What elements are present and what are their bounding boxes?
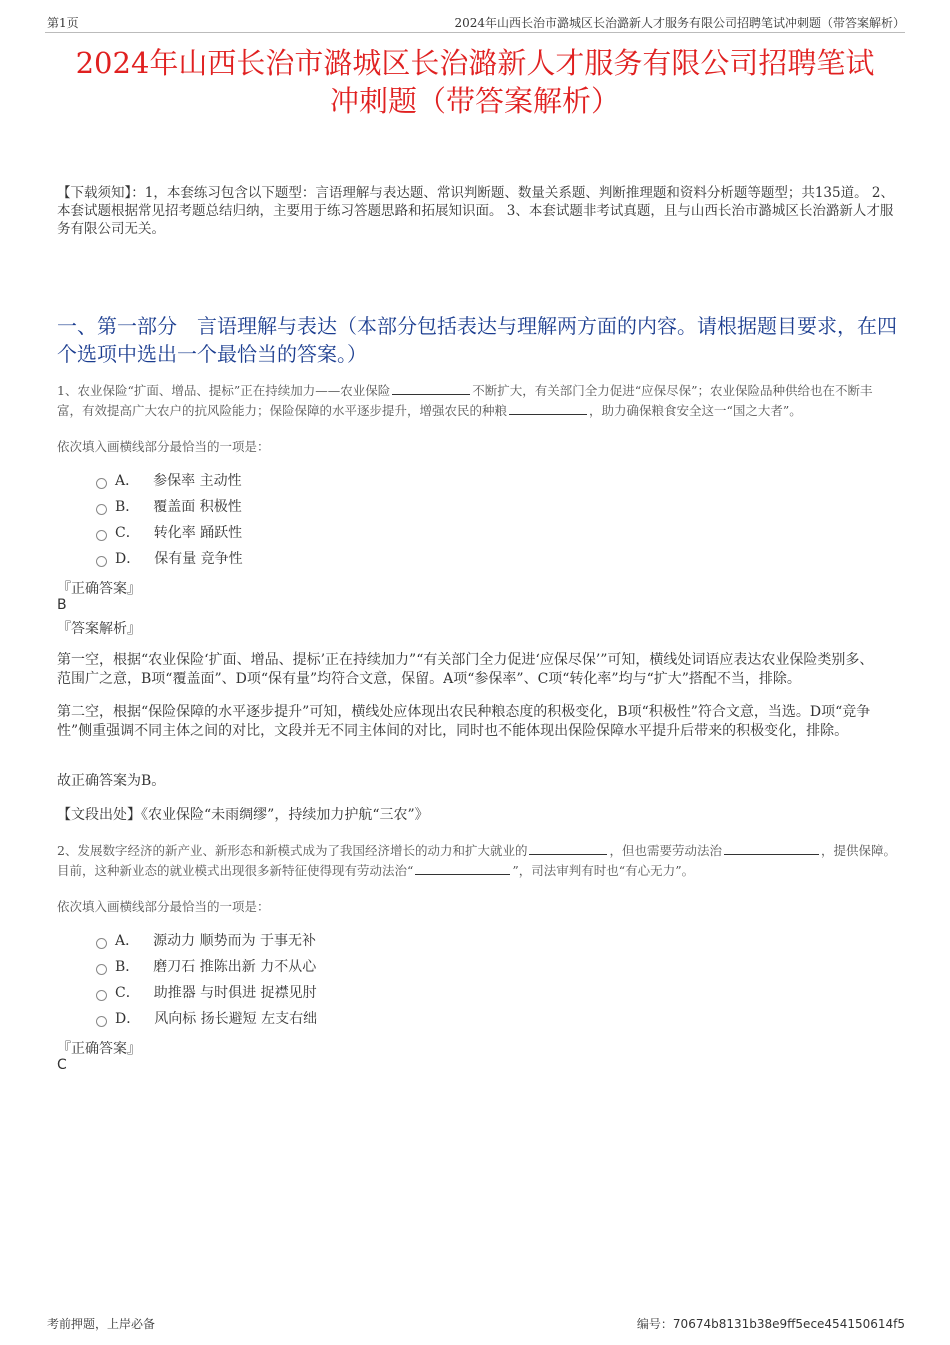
fill-blank (415, 862, 510, 875)
analysis-label: 『答案解析』 (57, 621, 141, 637)
option-text: 保有量 竞争性 (154, 551, 243, 567)
page-number: 第1页 (47, 16, 79, 30)
q1-option-d[interactable] (96, 549, 243, 567)
analysis-conclusion: 故正确答案为B。 (57, 773, 166, 789)
radio-icon[interactable] (96, 478, 107, 489)
fill-blank (392, 382, 470, 395)
option-letter: C． (115, 985, 140, 1001)
option-letter: A． (115, 933, 140, 949)
analysis-paragraph-1: 第一空，根据“农业保险‘扩面、增品、提标’正在持续加力”“有关部门全力促进‘应保尽保’”可知，横线处词语应表达农业保险类别多、范围广之意，B项“覆盖面”、D项“保有量”均符合文意，保留。A项“参保率”、C项“转化率”均与“扩大”搭配不当，排除。 (57, 652, 874, 687)
running-header-title: 2024年山西长治市潞城区长治潞新人才服务有限公司招聘笔试冲刺题（带答案解析） (454, 16, 905, 30)
option-letter: B． (115, 959, 140, 975)
question-1-text (57, 381, 897, 421)
answer-value: B (57, 597, 67, 613)
q1-text-a: 1、农业保险“扩面、增品、提标”正在持续加力——农业保险 (57, 383, 391, 398)
radio-icon[interactable] (96, 1016, 107, 1027)
q2-option-c[interactable] (96, 983, 317, 1001)
q1-option-b[interactable] (96, 497, 242, 515)
option-letter: A． (115, 473, 140, 489)
fill-blank (724, 842, 819, 855)
question-2-prompt: 依次填入画横线部分最恰当的一项是： (57, 899, 270, 914)
analysis-paragraph-2: 第二空，根据“保险保障的水平逐步提升”可知，横线处应体现出农民种粮态度的积极变化，B项“积极性”符合文意，当选。D项“竞争性”侧重强调不同主体之间的对比，文段并无不同主体间的对比，同时也不能体现出保险保障水平提升后带来的积极变化，排除。 (57, 704, 871, 739)
q2-text-b: ，但也需要劳动法治 (609, 843, 722, 858)
title-line-2: 冲刺题（带答案解析） (329, 84, 620, 118)
option-text: 转化率 踊跃性 (153, 525, 243, 541)
q1-text-c: ，助力确保粮食安全这一“国之大者”。 (589, 403, 802, 418)
title-line-1: 2024年山西长治市潞城区长治潞新人才服务有限公司招聘笔试 (75, 46, 875, 80)
option-text: 助推器 与时俱进 捉襟见肘 (153, 985, 317, 1001)
option-text: 磨刀石 推陈出新 力不从心 (153, 959, 317, 975)
q2-text-a: 2、发展数字经济的新产业、新形态和新模式成为了我国经济增长的动力和扩大就业的 (57, 843, 528, 858)
option-text: 源动力 顺势而为 于事无补 (153, 933, 317, 949)
q1-option-c[interactable] (96, 523, 242, 541)
page-title (50, 44, 900, 120)
download-notice: 【下载须知】：1，本套练习包含以下题型：言语理解与表达题、常识判断题、数量关系题、判断推理题和资料分析题等题型；共135道。 2、本套试题根据常见招考题总结归纳，主要用于练习答题思路和拓展知识面。 3、本套试题非考试真题，且与山西长治市潞城区长治潞新人才服务有限公司无关。 (57, 185, 894, 237)
doc-id-label: 编号： (636, 1317, 673, 1331)
q2-option-a[interactable] (96, 931, 316, 949)
option-letter: B． (115, 499, 140, 515)
answer-label: 『正确答案』 (57, 581, 141, 597)
footer-doc-id (637, 1315, 905, 1332)
answer-value: C (57, 1057, 67, 1073)
radio-icon[interactable] (96, 990, 107, 1001)
radio-icon[interactable] (96, 938, 107, 949)
option-letter: D． (115, 551, 141, 567)
q1-option-a[interactable] (96, 471, 242, 489)
fill-blank (529, 842, 607, 855)
answer-label: 『正确答案』 (57, 1041, 141, 1057)
radio-icon[interactable] (96, 964, 107, 975)
question-2-text (57, 841, 897, 881)
fill-blank (509, 402, 587, 415)
source-citation: 【文段出处】《农业保险“未雨绸缪”，持续加力护航“三农”》 (57, 807, 429, 823)
option-letter: C． (115, 525, 140, 541)
question-1-prompt: 依次填入画横线部分最恰当的一项是： (57, 439, 270, 454)
q2-text-d: ”，司法审判有时也“有心无力”。 (512, 863, 695, 878)
q2-option-d[interactable] (96, 1009, 317, 1027)
q1-text-b: 不断扩大，有关部门全力促进“应保尽保”；农业保险品种供给也在不断丰富，有效提高广大农户的抗风险能力；保险保障的水平逐步提升，增强农民的种粮 (57, 383, 873, 418)
radio-icon[interactable] (96, 530, 107, 541)
option-text: 参保率 主动性 (153, 473, 242, 489)
radio-icon[interactable] (96, 504, 107, 515)
option-letter: D． (115, 1011, 141, 1027)
section-heading: 一、第一部分 言语理解与表达（本部分包括表达与理解两方面的内容。请根据题目要求，在四个选项中选出一个最恰当的答案。） (57, 314, 897, 366)
radio-icon[interactable] (96, 556, 107, 567)
option-text: 风向标 扬长避短 左支右绌 (154, 1011, 318, 1027)
q2-option-b[interactable] (96, 957, 316, 975)
doc-id-code: 70674b8131b38e9ff5ece454150614f5 (672, 1317, 905, 1331)
q2-text-c: ，提供保障。目前，这种新业态的就业模式出现很多新特征使得现有劳动法治“ (57, 843, 896, 878)
footer-slogan: 考前押题，上岸必备 (47, 1317, 156, 1331)
header-divider (45, 32, 905, 33)
option-text: 覆盖面 积极性 (153, 499, 242, 515)
